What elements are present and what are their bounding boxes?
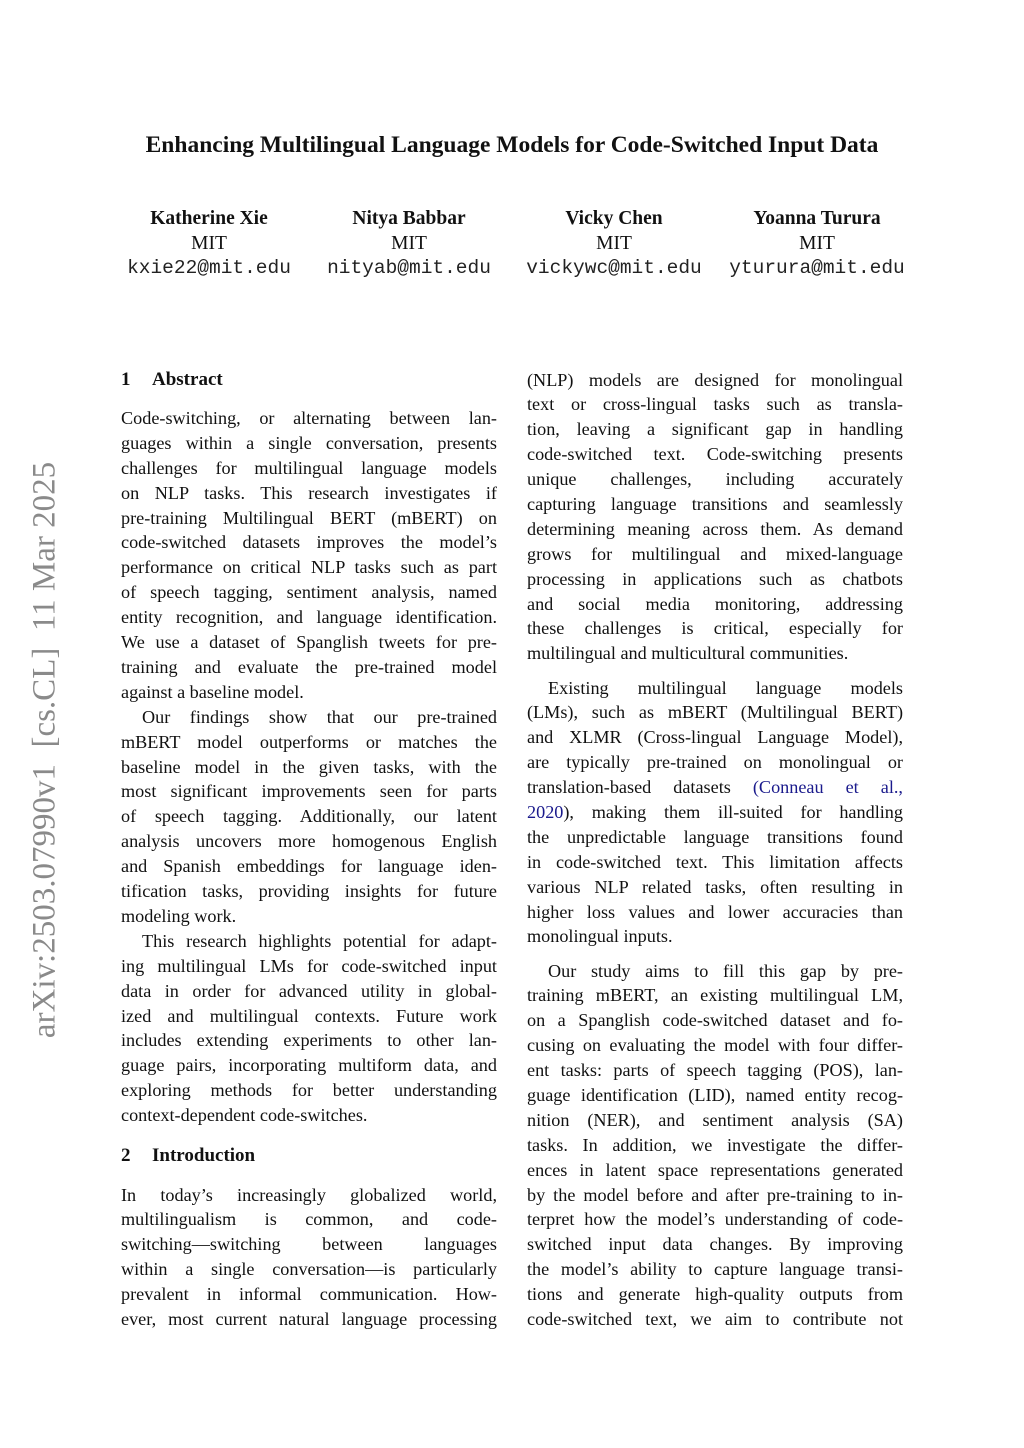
text-line: tions and generate high-quality outputs from	[527, 1284, 903, 1305]
citation-link[interactable]: (Conneau et al.,	[752, 777, 903, 798]
text-line: ever, most current natural language processing	[121, 1308, 497, 1329]
author-affiliation: MIT	[391, 232, 427, 254]
abstract-paragraph	[121, 406, 497, 705]
text-line: training and evaluate the pre-trained model	[121, 656, 497, 677]
section-number: 2	[121, 1145, 131, 1166]
text-line: guage pairs, incorporating multiform data, and	[121, 1055, 497, 1076]
text-line: baseline model in the given tasks, with the	[121, 756, 497, 777]
text-line: In today’s increasingly globalized world,	[121, 1184, 497, 1205]
section-title: Abstract	[152, 369, 223, 390]
section-number: 1	[121, 369, 131, 390]
author-block	[289, 207, 529, 281]
text-line: ent tasks: parts of speech tagging (POS), lan-	[527, 1060, 903, 1081]
text-line: capturing language transitions and seamlessly	[527, 493, 903, 514]
author-email: vickywc@mit.edu	[526, 257, 702, 279]
text-line: these challenges is critical, especially for	[527, 618, 903, 639]
text-line: (NLP) models are designed for monolingual	[527, 369, 903, 390]
text-line: multilingual and multicultural communities.	[527, 643, 849, 664]
text-line: Our findings show that our pre-trained	[142, 706, 497, 727]
text-line: within a single conversation—is particularly	[121, 1259, 497, 1280]
text-line: code-switched datasets improves the model’s	[121, 532, 497, 553]
text-line: cusing on evaluating the model with four differ-	[527, 1035, 903, 1056]
text-line: ized and multilingual contexts. Future work	[121, 1005, 497, 1026]
text-line: of speech tagging, sentiment analysis, named	[121, 582, 497, 603]
text-line: of speech tagging. Additionally, our latent	[121, 806, 497, 827]
text-segment: ), making them ill-suited for handling	[563, 801, 903, 822]
text-segment: translation-based datasets	[527, 777, 753, 798]
text-line: the unpredictable language transitions found	[527, 826, 903, 847]
author-affiliation: MIT	[799, 232, 835, 254]
text-line: ences in latent space representations generated	[527, 1159, 903, 1180]
text-line: on a Spanglish code-switched dataset and fo-	[527, 1010, 903, 1031]
author-email: yturura@mit.edu	[729, 257, 905, 279]
text-line: tion, leaving a significant gap in handling	[527, 419, 903, 440]
text-line: unique challenges, including accurately	[527, 469, 903, 490]
section-heading-abstract	[121, 368, 223, 392]
author-affiliation: MIT	[191, 232, 227, 254]
text-line: tasks. In addition, we investigate the differ-	[527, 1134, 903, 1155]
text-line: in code-switched text. This limitation affects	[527, 851, 903, 872]
text-line: context-dependent code-switches.	[121, 1105, 368, 1126]
text-line: Our study aims to fill this gap by pre-	[548, 960, 903, 981]
text-line: higher loss values and lower accuracies than	[527, 901, 903, 922]
introduction-paragraph	[527, 676, 903, 950]
text-line	[527, 800, 903, 825]
text-line: Existing multilingual language models	[548, 677, 903, 698]
author-name: Yoanna Turura	[753, 208, 881, 229]
author-email: kxie22@mit.edu	[127, 257, 291, 279]
text-line: entity recognition, and language identification.	[121, 607, 497, 628]
text-line: ing multilingual LMs for code-switched input	[121, 955, 497, 976]
text-line: and Spanish embeddings for language iden-	[121, 856, 497, 877]
text-line: switching—switching between languages	[121, 1234, 497, 1255]
section-heading-introduction	[121, 1144, 255, 1168]
text-line: modeling work.	[121, 905, 237, 926]
author-name: Nitya Babbar	[352, 208, 466, 229]
text-line: This research highlights potential for adapt-	[142, 930, 497, 951]
author-name: Vicky Chen	[565, 208, 663, 229]
text-line: and social media monitoring, addressing	[527, 593, 903, 614]
arxiv-stamp: arXiv:2503.07990v1 [cs.CL] 11 Mar 2025	[26, 461, 63, 1039]
text-line: challenges for multilingual language models	[121, 457, 497, 478]
text-line: by the model before and after pre-training to in-	[527, 1184, 903, 1205]
text-line: grows for multilingual and mixed-language	[527, 543, 903, 564]
text-line: terpret how the model’s understanding of code-	[527, 1209, 903, 1230]
text-line: Code-switching, or alternating between lan-	[121, 408, 497, 428]
text-line: text or cross-lingual tasks such as transla-	[527, 394, 903, 415]
text-line: training mBERT, an existing multilingual LM,	[527, 985, 903, 1006]
text-line: multilingualism is common, and code-	[121, 1209, 497, 1230]
text-line: nition (NER), and sentiment analysis (SA)	[527, 1109, 903, 1130]
text-line: tification tasks, providing insights for future	[121, 881, 497, 902]
text-line: guage identification (LID), named entity recog-	[527, 1084, 903, 1105]
section-title: Introduction	[152, 1145, 256, 1166]
text-line: prevalent in informal communication. How-	[121, 1284, 497, 1305]
text-line: pre-training Multilingual BERT (mBERT) on	[121, 507, 497, 528]
text-line: data in order for advanced utility in global-	[121, 980, 497, 1001]
text-line: most significant improvements seen for parts	[121, 781, 497, 802]
text-line: are typically pre-trained on monolingual or	[527, 752, 903, 773]
abstract-paragraph	[121, 705, 497, 929]
author-affiliation: MIT	[596, 232, 632, 254]
text-line: against a baseline model.	[121, 681, 304, 702]
text-line: on NLP tasks. This research investigates if	[121, 482, 497, 503]
text-line: performance on critical NLP tasks such as part	[121, 557, 497, 578]
text-line: various NLP related tasks, often resulting in	[527, 876, 903, 897]
text-line: and XLMR (Cross-lingual Language Model),	[527, 727, 903, 748]
text-line: mBERT model outperforms or matches the	[121, 731, 497, 752]
text-line: includes extending experiments to other lan-	[121, 1030, 497, 1051]
abstract-paragraph	[121, 929, 497, 1128]
text-line: (LMs), such as mBERT (Multilingual BERT)	[527, 702, 903, 723]
text-line: determining meaning across them. As demand	[527, 518, 903, 539]
text-line: code-switched text, we aim to contribute not	[527, 1308, 903, 1329]
citation-link[interactable]: 2020	[527, 801, 564, 822]
text-line: the model’s ability to capture language transi-	[527, 1259, 903, 1280]
introduction-paragraph-continued	[527, 368, 903, 667]
text-line: analysis uncovers more homogenous English	[121, 831, 497, 852]
text-line: code-switched text. Code-switching presents	[527, 444, 903, 465]
text-line: guages within a single conversation, presents	[121, 432, 497, 453]
introduction-paragraph	[121, 1183, 497, 1332]
text-line: processing in applications such as chatbots	[527, 568, 903, 589]
author-email: nityab@mit.edu	[327, 257, 491, 279]
author-name: Katherine Xie	[150, 208, 268, 229]
paper-title: Enhancing Multilingual Language Models for Code-Switched Input Data	[145, 132, 879, 158]
text-line	[527, 775, 903, 800]
text-line: We use a dataset of Spanglish tweets for pre-	[121, 632, 497, 653]
text-line: switched input data changes. By improving	[527, 1234, 903, 1255]
text-line: exploring methods for better understanding	[121, 1080, 497, 1101]
author-block	[697, 207, 937, 281]
text-line: monolingual inputs.	[527, 926, 673, 947]
introduction-paragraph	[527, 959, 903, 1332]
